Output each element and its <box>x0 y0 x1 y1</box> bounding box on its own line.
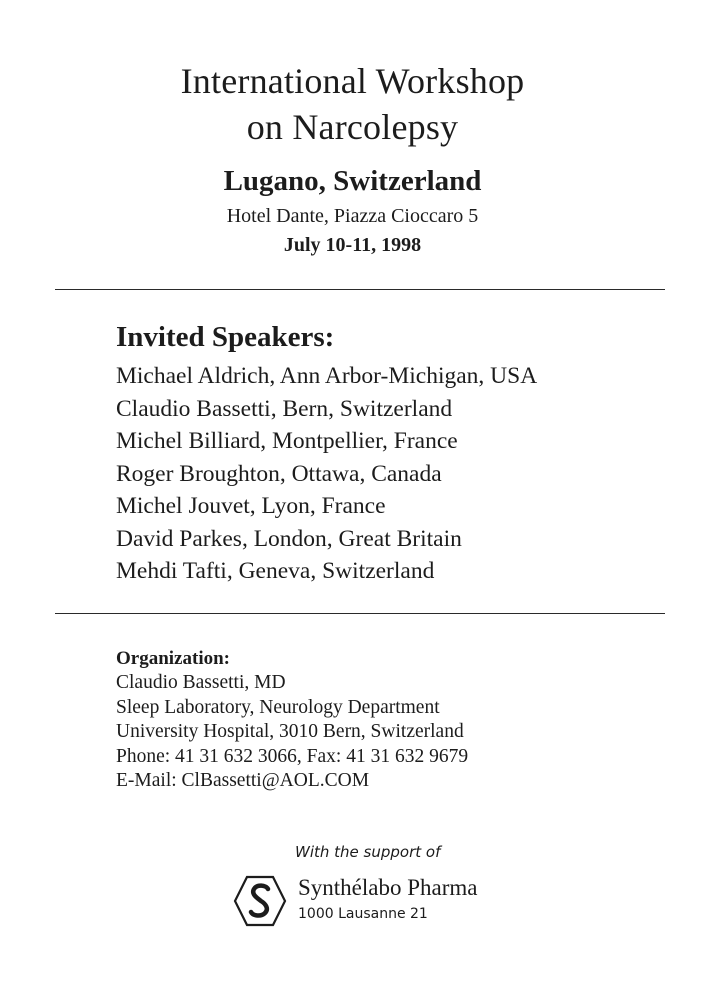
organizer-name: Claudio Bassetti, MD <box>116 672 286 693</box>
location: Lugano, Switzerland <box>223 165 482 197</box>
speaker-item: Michel Jouvet, Lyon, France <box>116 493 386 519</box>
speakers-list <box>116 360 537 588</box>
organizer-email: E-Mail: ClBassetti@AOL.COM <box>116 770 370 792</box>
dates: July 10-11, 1998 <box>283 234 422 256</box>
speaker-item: David Parkes, London, Great Britain <box>116 525 462 552</box>
sponsor-address: 1000 Lausanne 21 <box>298 906 428 922</box>
speaker-item: Michel Billiard, Montpellier, France <box>116 428 458 454</box>
synthelabo-logo-icon <box>233 875 287 927</box>
divider-bottom <box>55 613 665 614</box>
organizer-phone-fax: Phone: 41 31 632 3066, Fax: 41 31 632 9679 <box>116 745 469 767</box>
sponsor-name: Synthélabo Pharma <box>298 875 478 900</box>
organizer-address: University Hospital, 3010 Bern, Switzerland <box>116 721 464 743</box>
organization-heading: Organization: <box>116 648 230 669</box>
divider-top <box>55 289 665 290</box>
organizer-department: Sleep Laboratory, Neurology Department <box>116 696 440 718</box>
speaker-item: Michael Aldrich, Ann Arbor-Michigan, USA <box>116 363 538 389</box>
title-line-2: on Narcolepsy <box>246 107 459 147</box>
organization-details <box>116 671 468 794</box>
speaker-item: Roger Broughton, Ottawa, Canada <box>116 460 442 487</box>
speaker-item: Mehdi Tafti, Geneva, Switzerland <box>116 558 435 584</box>
speakers-heading: Invited Speakers: <box>116 321 335 353</box>
venue: Hotel Dante, Piazza Cioccaro 5 <box>226 205 479 227</box>
title-line-1: International Workshop <box>180 61 525 101</box>
support-text: With the support of <box>295 843 441 861</box>
speaker-item: Claudio Bassetti, Bern, Switzerland <box>116 395 453 422</box>
